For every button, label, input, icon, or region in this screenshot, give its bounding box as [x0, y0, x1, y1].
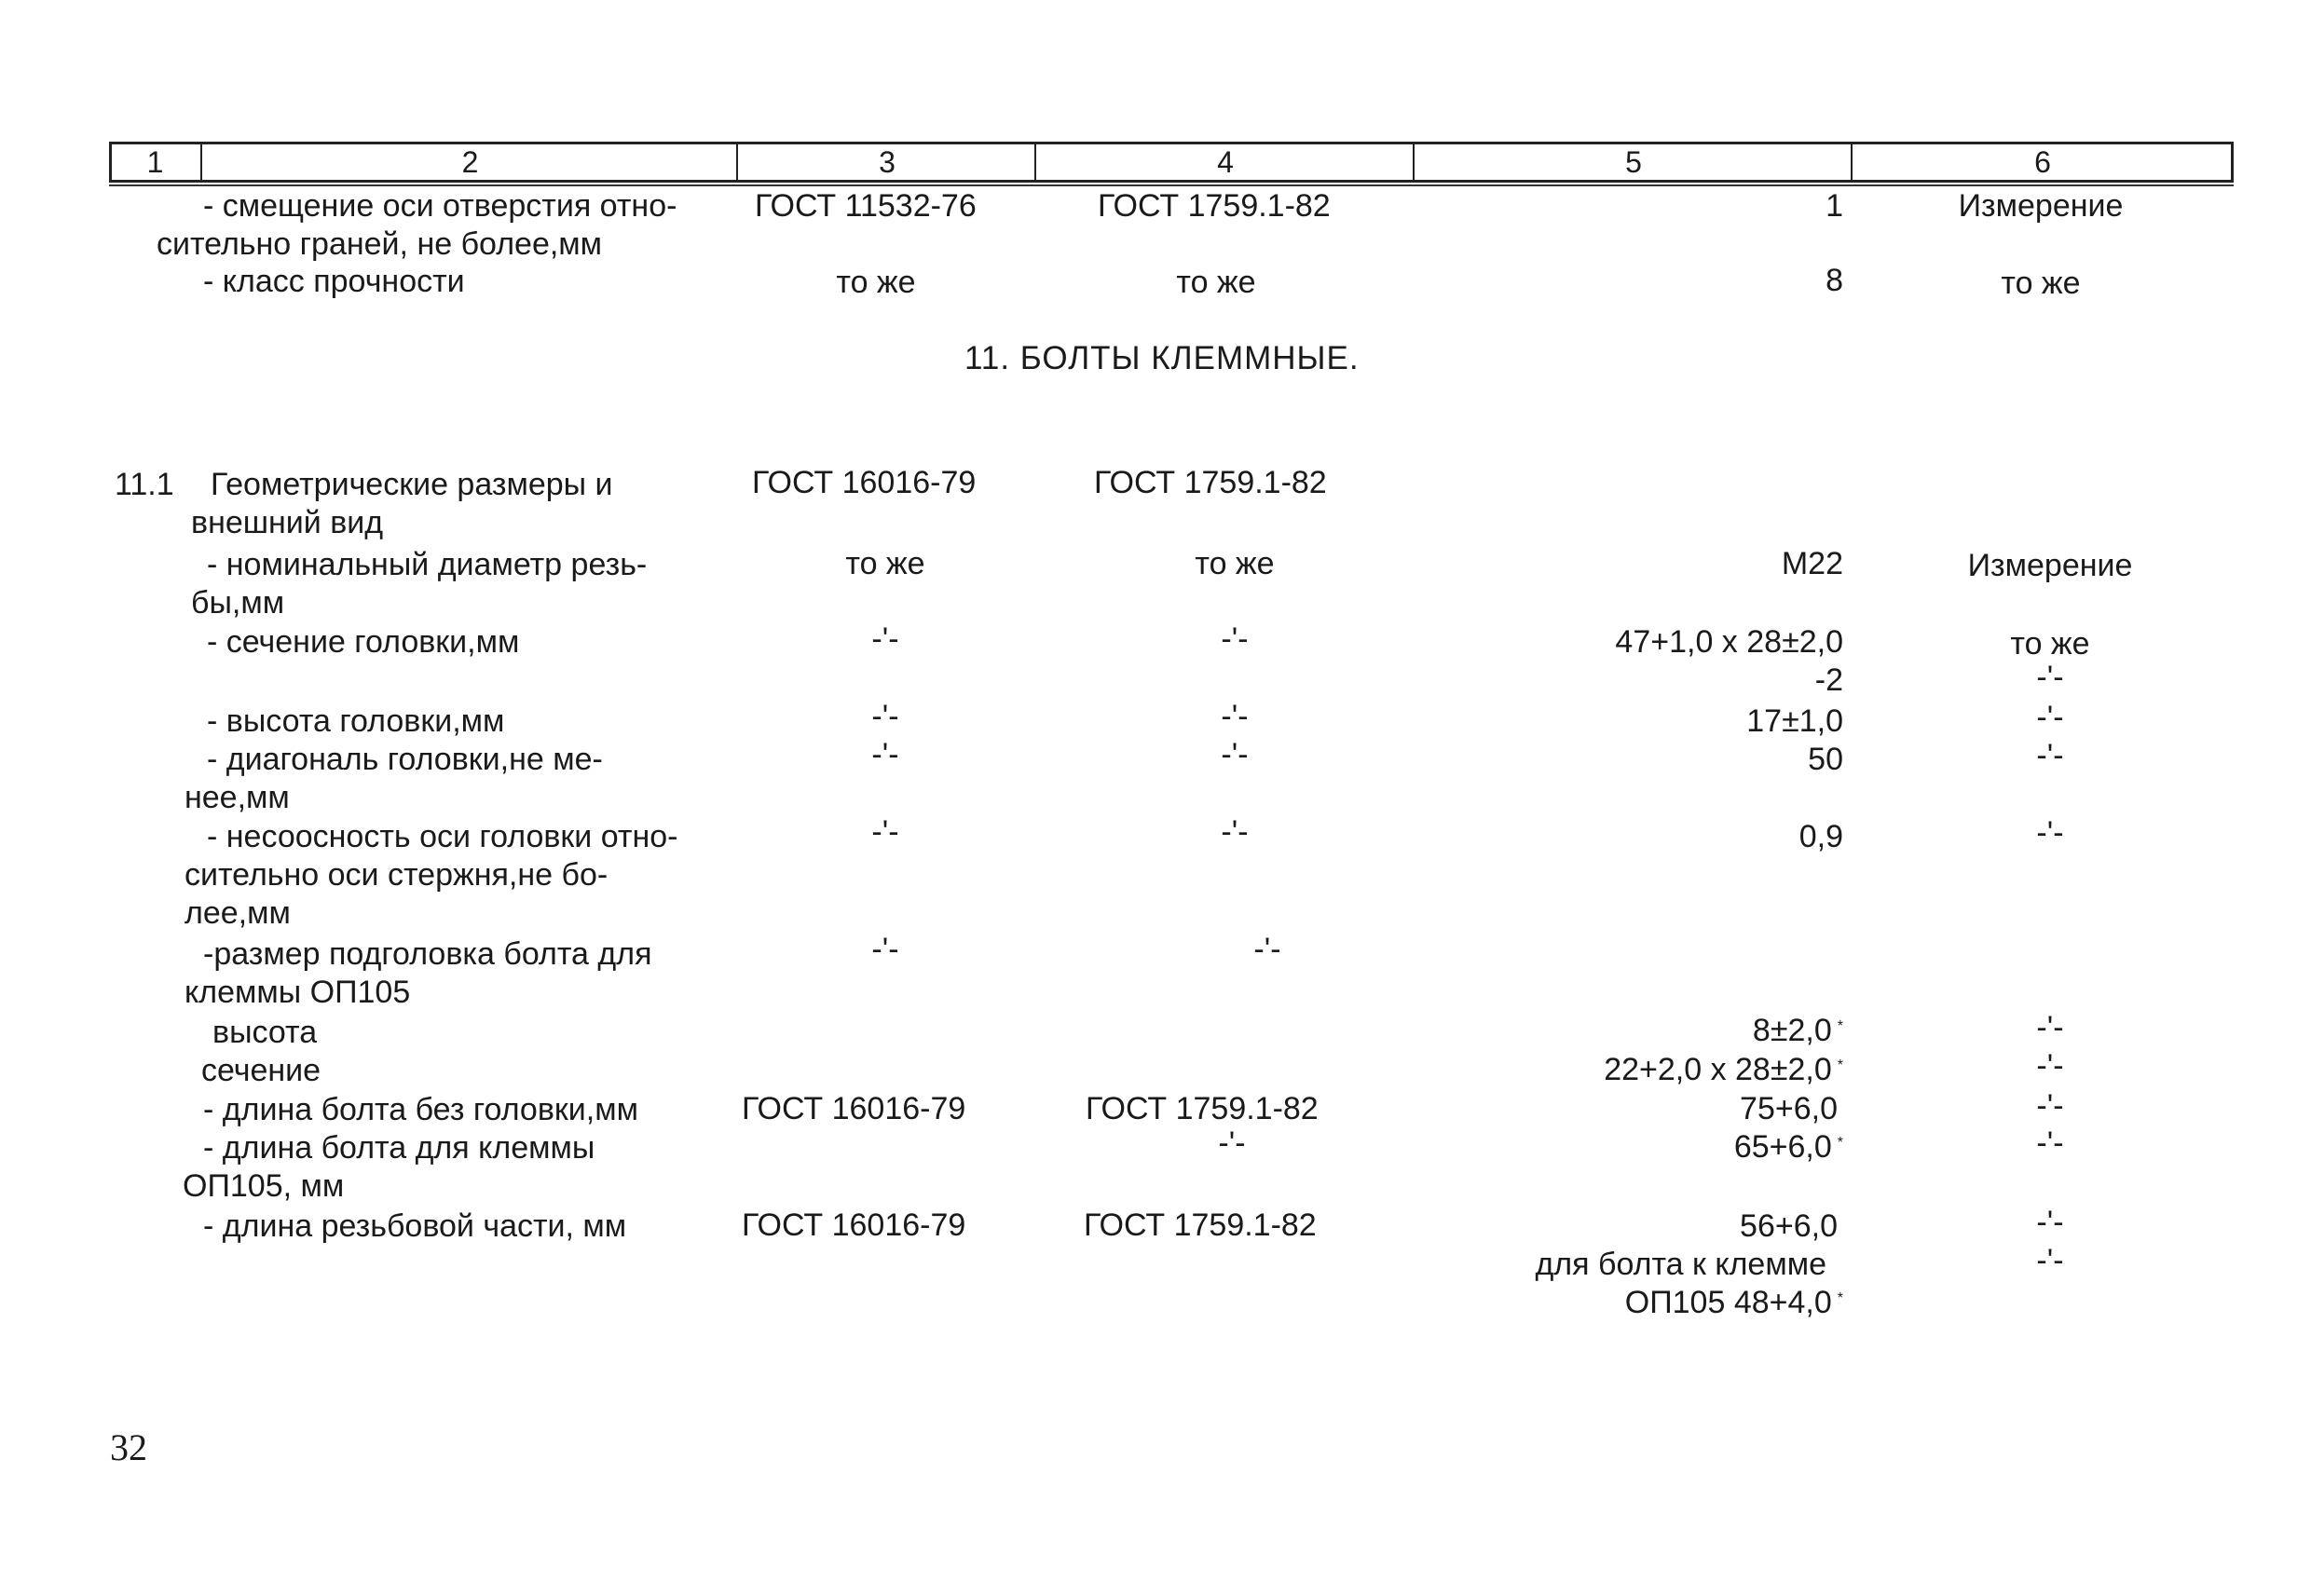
row-c5: М22: [1781, 546, 1843, 581]
row-c4: то же: [1176, 265, 1256, 300]
row-c6-second: -'-: [2036, 660, 2064, 695]
row-c5: 8: [1826, 263, 1843, 298]
header-col-4: 4: [1034, 144, 1415, 180]
row-c6: -'-: [2036, 738, 2064, 773]
header-col-2: 2: [200, 144, 738, 180]
row-name-line1: - несоосность оси головки отно-: [207, 819, 678, 854]
row-name-line1: - длина болта для клеммы: [203, 1130, 595, 1166]
row-name-line2: бы,мм: [191, 585, 285, 621]
row-name-line1: - номинальный диаметр резь-: [207, 547, 648, 582]
row-name-line1: - класс прочности: [203, 264, 465, 299]
row-name-line1: - смещение оси отверстия отно-: [203, 188, 677, 224]
row-c5: [1584, 1011, 1843, 1050]
note-mark: *: [1837, 1018, 1843, 1034]
row-c5: 56+6,0: [1740, 1208, 1838, 1244]
row-c3: -'-: [871, 737, 899, 772]
row-c5: [1584, 1127, 1843, 1166]
row-c3: то же: [845, 546, 925, 581]
row-c3: ГОСТ 16016-79: [742, 1207, 966, 1243]
row-c4: ГОСТ 1759.1-82: [1086, 1091, 1319, 1126]
header-col-6: 6: [1851, 144, 2233, 180]
row-name-line1: высота: [212, 1015, 318, 1050]
row-c5: 17±1,0: [1746, 703, 1843, 739]
row-c5: [1444, 1050, 1843, 1089]
row-name-line1: - диагональ головки,не ме-: [207, 742, 603, 777]
row-c4: -'-: [1221, 699, 1249, 734]
table-header-row: [109, 142, 2234, 183]
row-c6: то же: [2001, 266, 2081, 301]
row-c4: ГОСТ 1759.1-82: [1098, 188, 1331, 224]
row-c5: 75+6,0: [1740, 1091, 1838, 1126]
row-c3: -'-: [871, 621, 899, 657]
row-c6: то же: [2010, 626, 2090, 662]
row-c5: 47+1,0 х 28±2,0: [1615, 624, 1843, 660]
row-c5-tolerance: -2: [1814, 662, 1843, 698]
row-c3: ГОСТ 16016-79: [742, 1091, 966, 1126]
row-c6: -'-: [2036, 1125, 2064, 1161]
row-c5-value: 65+6,0: [1733, 1129, 1832, 1165]
row-c3: -'-: [871, 932, 899, 967]
row-c4: ГОСТ 1759.1-82: [1084, 1207, 1317, 1243]
item-name-line2: внешний вид: [191, 505, 384, 540]
row-c6: -'-: [2036, 1088, 2064, 1124]
row-c3: ГОСТ 11532-76: [755, 188, 977, 224]
row-c6: -'-: [2036, 700, 2064, 735]
row-c5-value: 8±2,0: [1752, 1013, 1832, 1048]
row-name-line2: сительно граней, не более,мм: [157, 226, 603, 262]
item-number: 11.1: [115, 467, 174, 502]
note-mark: *: [1837, 1057, 1843, 1073]
row-c6: -'-: [2036, 1010, 2064, 1045]
header-col-3: 3: [736, 144, 1036, 180]
row-c3: -'-: [871, 699, 899, 734]
row-name-line1: сечение: [201, 1053, 321, 1088]
row-c5-value: 22+2,0 х 28±2,0: [1604, 1052, 1832, 1087]
row-c3: то же: [836, 265, 916, 300]
row-c4: -'-: [1221, 737, 1249, 772]
item-c4: ГОСТ 1759.1-82: [1094, 465, 1327, 500]
row-name-line2: сительно оси стержня,не бо-: [185, 857, 609, 893]
row-c3: -'-: [871, 814, 899, 850]
header-col-1: 1: [146, 145, 164, 179]
row-c5: 50: [1808, 742, 1843, 777]
row-name-line2: клеммы ОП105: [185, 975, 411, 1010]
row-c6: -'-: [2036, 815, 2064, 851]
row-c4: -'-: [1253, 932, 1281, 967]
page-number: 32: [110, 1426, 147, 1468]
row-name-line1: - сечение головки,мм: [207, 624, 520, 660]
row-name-line1: - длина резьбовой части, мм: [203, 1208, 627, 1244]
note-mark: *: [1837, 1290, 1843, 1306]
item-name-line1: Геометрические размеры и: [211, 467, 613, 502]
row-name-line1: -размер подголовка болта для: [203, 936, 652, 972]
row-c4: то же: [1195, 546, 1275, 581]
row-c5-note-value: [1491, 1283, 1843, 1322]
row-c5: 0,9: [1798, 819, 1843, 854]
note-mark: *: [1837, 1135, 1843, 1151]
header-col-5: 5: [1413, 144, 1853, 180]
row-c4: -'-: [1221, 621, 1249, 657]
row-c5-value: ОП105 48+4,0: [1624, 1285, 1832, 1320]
section-title: 11. БОЛТЫ КЛЕММНЫЕ.: [964, 340, 1360, 376]
row-name-line3: лее,мм: [185, 895, 291, 931]
row-c5-note: для болта к клемме: [1535, 1247, 1826, 1282]
row-c6: Измерение: [1958, 188, 2124, 224]
row-name-line1: - длина болта без головки,мм: [203, 1092, 638, 1127]
row-name-line2: нее,мм: [185, 780, 290, 815]
item-c3: ГОСТ 16016-79: [752, 465, 977, 500]
row-c6-second: -'-: [2036, 1243, 2064, 1278]
row-c6: Измерение: [1967, 548, 2133, 583]
row-c6: -'-: [2036, 1048, 2064, 1084]
row-c4: -'-: [1221, 814, 1249, 850]
row-c6: -'-: [2036, 1205, 2064, 1240]
row-name-line1: - высота головки,мм: [207, 703, 505, 739]
row-c5: 1: [1826, 188, 1843, 224]
row-c4: -'-: [1218, 1125, 1246, 1161]
row-name-line2: ОП105, мм: [183, 1168, 345, 1204]
